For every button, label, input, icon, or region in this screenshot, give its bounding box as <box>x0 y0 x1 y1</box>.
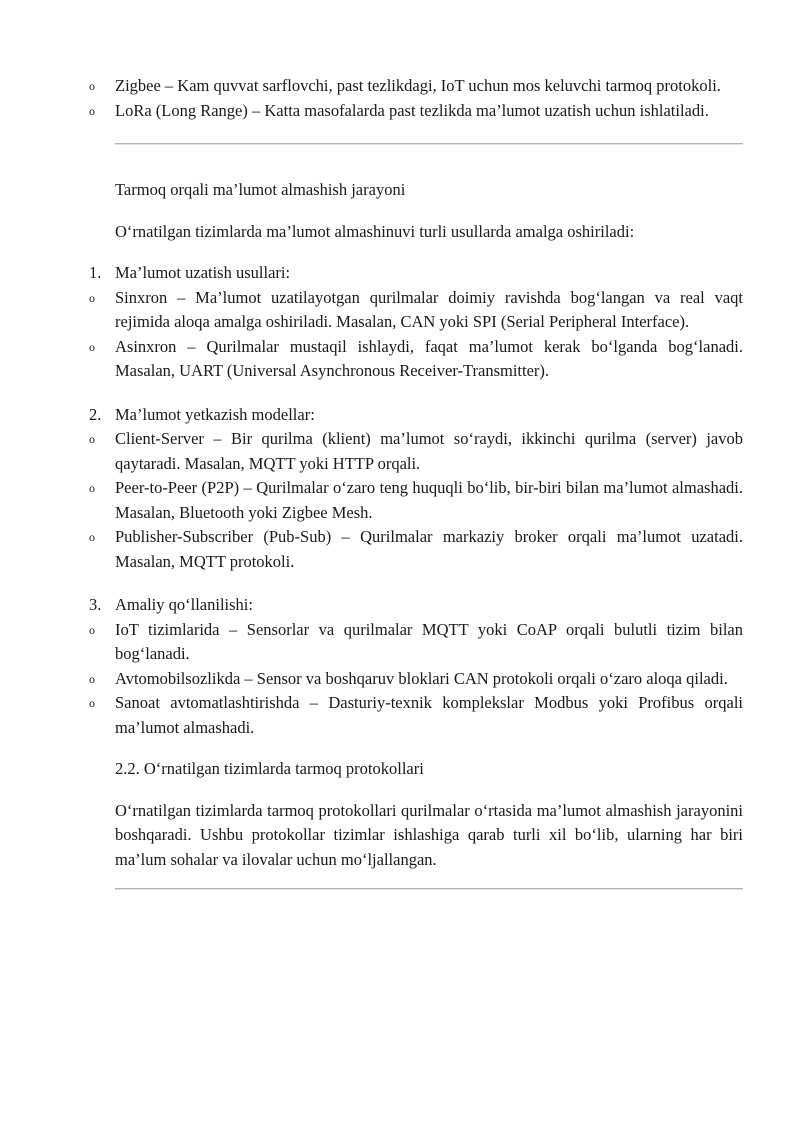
list-item <box>89 667 743 692</box>
intro-paragraph: O‘rnatilgan tizimlarda ma’lumot almashinuvi turli usullarda amalga oshiriladi: <box>115 221 635 241</box>
list-item-text: LoRa (Long Range) – Katta masofalarda past tezlikda ma’lumot uzatish uchun ishlatiladi. <box>115 100 709 120</box>
list-number: 1. <box>89 263 102 282</box>
list-item-text: Asinxron – Qurilmalar mustaqil ishlaydi, faqat ma’lumot kerak bo‘lganda bog‘lanadi. Masalan, UART (Universal Asynchronous Receiver-Transmitter). <box>115 336 743 380</box>
list-item <box>89 99 743 124</box>
list-item <box>89 335 743 384</box>
list-item-text: IoT tizimlarida – Sensorlar va qurilmalar MQTT yoki CoAP orqali bulutli tizim bilan bog‘lanadi. <box>115 619 743 663</box>
list-item-text: Sinxron – Ma’lumot uzatilayotgan qurilmalar doimiy ravishda bog‘langan va real vaqt rejimida aloqa amalga oshiriladi. Masalan, CAN yoki SPI (Serial Peripheral Interface). <box>115 287 743 331</box>
list-number: 3. <box>89 595 102 614</box>
list-item <box>89 74 743 99</box>
bullet-icon: o <box>89 671 95 686</box>
list-item-text: Sanoat avtomatlashtirishda – Dasturiy-texnik komplekslar Modbus yoki Profibus orqali ma’lumot almashadi. <box>115 693 743 737</box>
list-item-text: Publisher-Subscriber (Pub-Sub) – Qurilmalar markaziy broker orqali ma’lumot uzatadi. Masalan, MQTT protokoli. <box>115 527 743 571</box>
list-item <box>89 427 743 476</box>
list-item <box>89 476 743 525</box>
numbered-heading <box>89 593 743 618</box>
bullet-icon: o <box>89 481 95 495</box>
numbered-heading-text: Ma’lumot uzatish usullari: <box>115 263 291 282</box>
list-item <box>89 691 743 740</box>
bullet-icon: o <box>89 622 95 637</box>
list-item-text: Avtomobilsozlikda – Sensor va boshqaruv bloklari CAN protokoli orqali o‘zaro aloqa qiladi. <box>115 668 728 688</box>
bullet-icon: o <box>89 79 95 93</box>
list-item-text: Client-Server – Bir qurilma (klient) ma’lumot so‘raydi, ikkinchi qurilma (server) javob qaytaradi. Masalan, MQTT yoki HTTP orqali. <box>115 429 743 473</box>
bullet-icon: o <box>89 103 95 118</box>
bullet-icon: o <box>89 339 95 354</box>
list-number: 2. <box>89 404 102 424</box>
numbered-heading <box>89 403 743 428</box>
body-paragraph: O‘rnatilgan tizimlarda tarmoq protokollari qurilmalar o‘rtasida ma’lumot almashish jarayonini boshqaradi. Ushbu protokollar tizimlar ishlashiga qarab turli xil bo‘lib, ularning har biri ma’lum sohalar va ilovalar uchun mo‘ljallangan. <box>115 800 743 869</box>
horizontal-divider <box>115 888 743 890</box>
bullet-icon: o <box>89 432 95 446</box>
section-heading: 2.2. O‘rnatilgan tizimlarda tarmoq protokollari <box>115 759 424 778</box>
list-item <box>89 525 743 574</box>
section-heading: Tarmoq orqali ma’lumot almashish jarayoni <box>115 180 406 199</box>
list-item <box>89 618 743 667</box>
bullet-icon: o <box>89 696 95 710</box>
list-item-text: Peer-to-Peer (P2P) – Qurilmalar o‘zaro teng huquqli bo‘lib, bir-biri bilan ma’lumot almashadi. Masalan, Bluetooth yoki Zigbee Mesh. <box>115 478 743 522</box>
list-item-text: Zigbee – Kam quvvat sarflovchi, past tezlikdagi, IoT uchun mos keluvchi tarmoq protokoli. <box>115 76 721 95</box>
numbered-heading-text: Ma’lumot yetkazish modellar: <box>115 404 315 424</box>
bullet-icon: o <box>89 530 95 544</box>
numbered-heading-text: Amaliy qo‘llanilishi: <box>115 595 253 614</box>
bullet-icon: o <box>89 290 95 305</box>
list-item <box>89 286 743 335</box>
numbered-heading <box>89 261 743 286</box>
